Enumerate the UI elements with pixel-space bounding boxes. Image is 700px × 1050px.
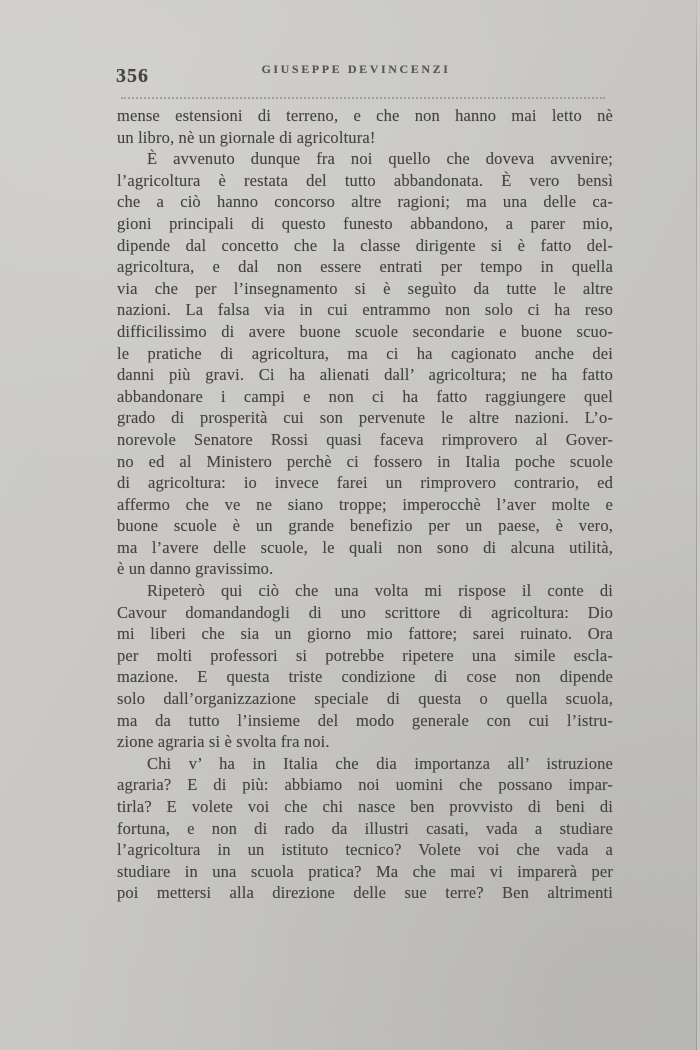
text-line: abbandonare i campi e non ci ha fatto raggiungere quel: [117, 386, 613, 406]
text-line: un libro, nè un giornale di agricoltura!: [117, 127, 376, 147]
text-line: fortuna, e non di rado da illustri casati, vada a studiare: [117, 818, 613, 838]
text-line: ma da tutto l’insieme del modo generale con cui l’istru-: [117, 710, 613, 730]
text-line: Ripeterò qui ciò che una volta mi rispose il conte di: [147, 581, 613, 601]
text-line: che a ciò hanno concorso altre ragioni; ma una delle ca-: [117, 192, 613, 212]
text-line: mazione. E questa triste condizione di cose non dipende: [117, 667, 613, 687]
text-line: mense estensioni di terreno, e che non hanno mai letto nè: [117, 106, 613, 125]
running-header: GIUSEPPE DEVINCENZI: [261, 62, 451, 76]
text-line: dipende dal concetto che la classe dirigente si è fatto del-: [117, 235, 613, 255]
text-line: difficilissimo di avere buone scuole secondarie e buone scuo-: [117, 321, 613, 341]
text-line: nazioni. La falsa via in cui entrammo non solo ci ha reso: [117, 300, 613, 320]
text-line: via che per l’insegnamento si è seguìto da tutte le altre: [117, 278, 613, 298]
text-line: solo dall’organizzazione speciale di questa o quella scuola,: [117, 689, 613, 709]
text-line: è un danno gravissimo.: [117, 559, 274, 579]
text-line: grado di prosperità cui son pervenute le altre nazioni. L’o-: [117, 408, 613, 428]
header-rule: [121, 97, 605, 99]
text-line: Chi v’ ha in Italia che dia importanza all’ istruzione: [147, 753, 613, 773]
text-line: per molti professori si potrebbe ripetere una simile escla-: [117, 645, 613, 665]
text-line: gioni principali di questo funesto abbandono, a parer mio,: [117, 213, 613, 233]
text-line: mi liberi che sia un giorno mio fattore; sarei ruinato. Ora: [117, 624, 613, 644]
text-line: studiare in una scuola pratica? Ma che mai vi imparerà per: [117, 861, 613, 881]
text-line: danni più gravi. Ci ha alienati dall’ agricoltura; ne ha fatto: [117, 365, 613, 385]
text-line: È avvenuto dunque fra noi quello che doveva avvenire;: [147, 149, 613, 169]
text-line: di agricoltura: io invece farei un rimprovero contrario, ed: [117, 473, 613, 493]
text-line: le pratiche di agricoltura, ma ci ha cagionato anche dei: [117, 343, 613, 363]
text-line: l’agricoltura in un istituto tecnico? Volete voi che vada a: [117, 840, 613, 860]
text-line: buone scuole è un grande benefizio per un paese, è vero,: [117, 516, 613, 536]
text-line: agraria? E di più: abbiamo noi uomini che possano impar-: [117, 775, 613, 795]
body-text-block: [117, 105, 613, 904]
text-line: Cavour domandandogli di uno scrittore di agricoltura: Dio: [117, 602, 613, 622]
text-line: poi mettersi alla direzione delle sue terre? Ben altrimenti: [117, 883, 613, 903]
text-line: norevole Senatore Rossi quasi faceva rimprovero al Gover-: [117, 429, 613, 449]
text-line: zione agraria si è svolta fra noi.: [117, 732, 330, 752]
page-number: 356: [116, 65, 149, 87]
text-line: ma l’avere delle scuole, le quali non sono di alcuna utilità,: [117, 537, 613, 557]
text-line: affermo che ve ne siano troppe; imperocchè l’aver molte e: [117, 494, 613, 514]
text-line: no ed al Ministero perchè ci fossero in Italia poche scuole: [117, 451, 613, 471]
text-line: tirla? E volete voi che chi nasce ben provvisto di beni di: [117, 797, 613, 816]
text-line: agricoltura, e dal non essere entrati per tempo in quella: [117, 257, 613, 277]
text-line: l’agricoltura è restata del tutto abbandonata. È vero bensì: [117, 170, 613, 190]
